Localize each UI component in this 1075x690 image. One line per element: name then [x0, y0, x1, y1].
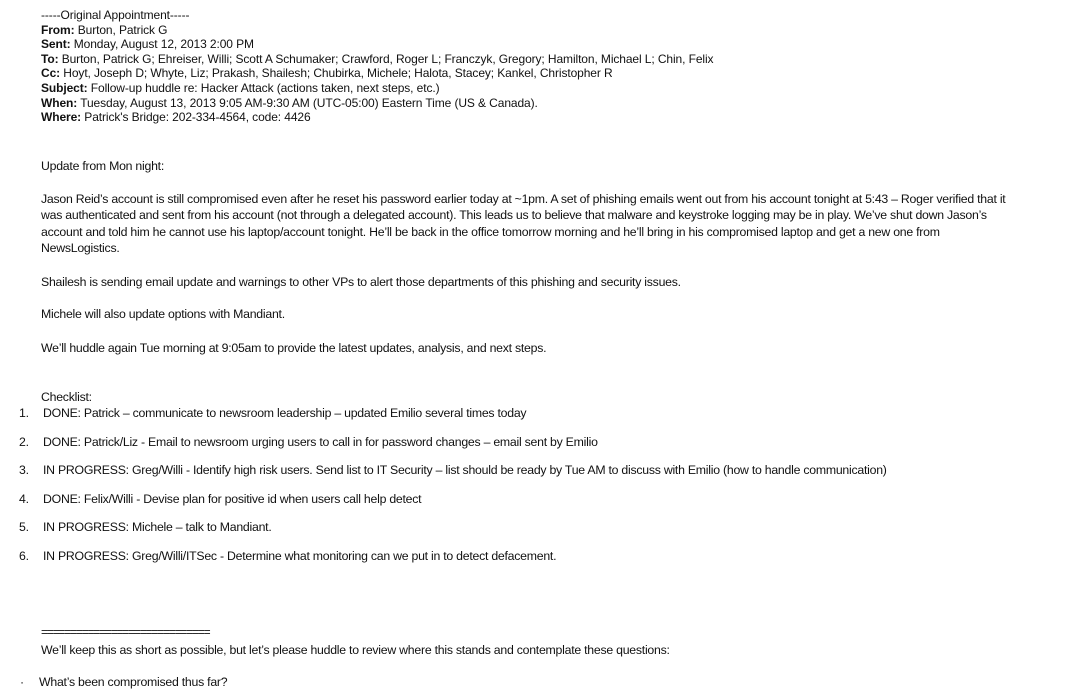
- from-value: Burton, Patrick G: [74, 22, 168, 37]
- item-text: DONE: Patrick – communicate to newsroom leadership – updated Emilio several times today: [43, 406, 527, 420]
- subject-label: Subject:: [41, 80, 88, 95]
- subject-value: Follow-up huddle re: Hacker Attack (actions taken, next steps, etc.): [87, 80, 440, 95]
- closing-paragraph: We’ll keep this as short as possible, but let’s please huddle to review where this stands and contemplate these questions:: [41, 643, 670, 657]
- original-appointment-line: -----Original Appointment-----: [41, 8, 190, 22]
- item-text: IN PROGRESS: Michele – talk to Mandiant.: [43, 520, 272, 534]
- subject-row: [41, 81, 713, 96]
- item-text: IN PROGRESS: Greg/Willi - Identify high risk users. Send list to IT Security – list should be ready by Tue AM to discuss with Emilio (how to handle communication): [43, 463, 887, 477]
- when-row: [41, 96, 713, 111]
- to-row: [41, 52, 713, 67]
- cc-label: Cc:: [41, 66, 61, 81]
- where-row: [41, 110, 713, 125]
- item-text: DONE: Felix/Willi - Devise plan for positive id when users call help detect: [43, 492, 422, 506]
- item-text: DONE: Patrick/Liz - Email to newsroom urging users to call in for password changes – email sent by Emilio: [43, 435, 598, 449]
- paragraph-line: account and told him he cannot use his laptop/account tonight. He’ll be back in the office tomorrow morning and he’ll bring in his compromised laptop and get a new one from: [41, 224, 940, 239]
- item-number: 4.: [19, 492, 29, 506]
- sent-value: Monday, August 12, 2013 2:00 PM: [70, 37, 254, 52]
- cc-value: Hoyt, Joseph D; Whyte, Liz; Prakash, Shailesh; Chubirka, Michele; Halota, Stacey; Kankel, Christopher R: [60, 66, 613, 81]
- huddle-paragraph: We’ll huddle again Tue morning at 9:05am to provide the latest updates, analysis, and next steps.: [41, 341, 547, 355]
- appointment-header: [41, 8, 713, 125]
- paragraph-line: NewsLogistics.: [41, 241, 120, 256]
- checklist-title: Checklist:: [41, 390, 92, 404]
- to-value: Burton, Patrick G; Ehreiser, Willi; Scott A Schumaker; Crawford, Roger L; Franczyk, Gregory; Hamilton, Michael L; Chin, Felix: [58, 51, 714, 66]
- update-heading: Update from Mon night:: [41, 159, 164, 173]
- shailesh-paragraph: Shailesh is sending email update and warnings to other VPs to alert those departments of this phishing and security issues.: [41, 275, 681, 289]
- update-paragraph: [41, 191, 1071, 257]
- from-label: From:: [41, 22, 75, 37]
- when-value: Tuesday, August 13, 2013 9:05 AM-9:30 AM (UTC-05:00) Eastern Time (US & Canada).: [77, 95, 538, 110]
- item-number: 3.: [19, 463, 29, 477]
- where-value: Patrick's Bridge: 202-334-4564, code: 4426: [81, 110, 311, 125]
- bullet-marker: ·: [20, 675, 24, 689]
- paragraph-line: Jason Reid’s account is still compromised even after he reset his password earlier today at ~1pm. A set of phishing emails went out from his account tonight at 5:43 – Roger verified that it: [41, 192, 1006, 206]
- cc-row: [41, 66, 713, 81]
- item-text: IN PROGRESS: Greg/Willi/ITSec - Determine what monitoring can we put in to detect defacement.: [43, 549, 557, 563]
- to-label: To:: [41, 51, 59, 66]
- where-label: Where:: [41, 110, 82, 125]
- separator-line: =============================: [41, 625, 210, 639]
- from-row: [41, 23, 713, 38]
- item-number: 6.: [19, 549, 29, 563]
- sent-label: Sent:: [41, 37, 71, 52]
- question-text: What’s been compromised thus far?: [39, 675, 228, 689]
- michele-paragraph: Michele will also update options with Mandiant.: [41, 307, 285, 321]
- item-number: 5.: [19, 520, 29, 534]
- when-label: When:: [41, 95, 78, 110]
- sent-row: [41, 37, 713, 52]
- paragraph-line: was authenticated and sent from his account (not through a delegated account). This leads us to believe that malware and keystroke logging may be in play. We’ve shut down Jason’s: [41, 208, 987, 223]
- item-number: 1.: [19, 406, 29, 420]
- item-number: 2.: [19, 435, 29, 449]
